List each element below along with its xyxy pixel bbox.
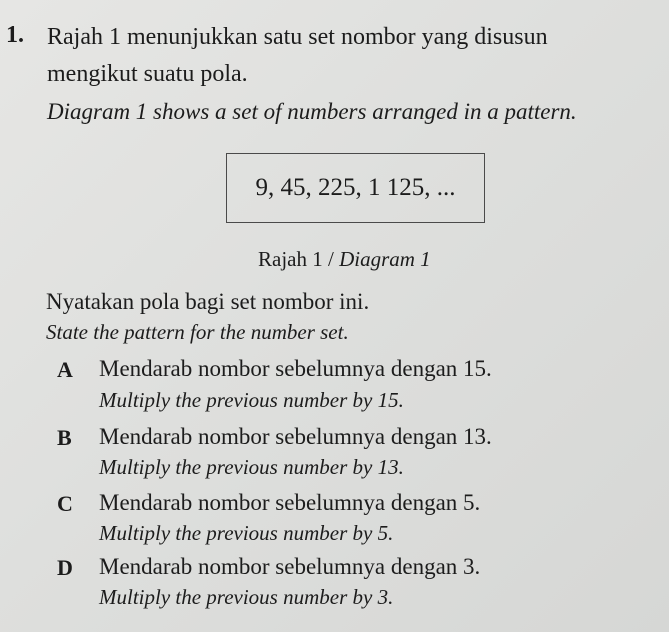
- prompt-malay: Nyatakan pola bagi set nombor ini.: [46, 289, 370, 314]
- question-stem-malay-line2: mengikut suatu pola.: [47, 61, 248, 87]
- question-number: 1.: [6, 22, 24, 48]
- question-stem-english: Diagram 1 shows a set of numbers arranged in a pattern.: [47, 99, 577, 124]
- option-letter: D: [57, 555, 73, 580]
- diagram-caption-malay: Rajah 1 /: [258, 247, 334, 271]
- option-letter: C: [57, 491, 73, 516]
- option-malay: Mendarab nombor sebelumnya dengan 3.: [99, 554, 481, 579]
- prompt-english: State the pattern for the number set.: [46, 320, 349, 344]
- number-sequence: 9, 45, 225, 1 125, ...: [255, 174, 456, 201]
- option-english: Multiply the previous number by 5.: [99, 521, 394, 545]
- option-english: Multiply the previous number by 15.: [99, 388, 404, 412]
- question-stem-malay-line1: Rajah 1 menunjukkan satu set nombor yang disusun: [47, 24, 548, 50]
- option-english: Multiply the previous number by 13.: [99, 455, 404, 479]
- diagram-caption-english: Diagram 1: [339, 247, 431, 271]
- option-malay: Mendarab nombor sebelumnya dengan 5.: [99, 490, 481, 515]
- option-letter: B: [57, 425, 72, 450]
- option-letter: A: [57, 357, 73, 382]
- diagram-caption: [258, 247, 431, 272]
- option-english: Multiply the previous number by 3.: [99, 585, 394, 609]
- option-malay: Mendarab nombor sebelumnya dengan 15.: [99, 356, 492, 381]
- option-malay: Mendarab nombor sebelumnya dengan 13.: [99, 424, 492, 449]
- number-sequence-box: [226, 153, 485, 223]
